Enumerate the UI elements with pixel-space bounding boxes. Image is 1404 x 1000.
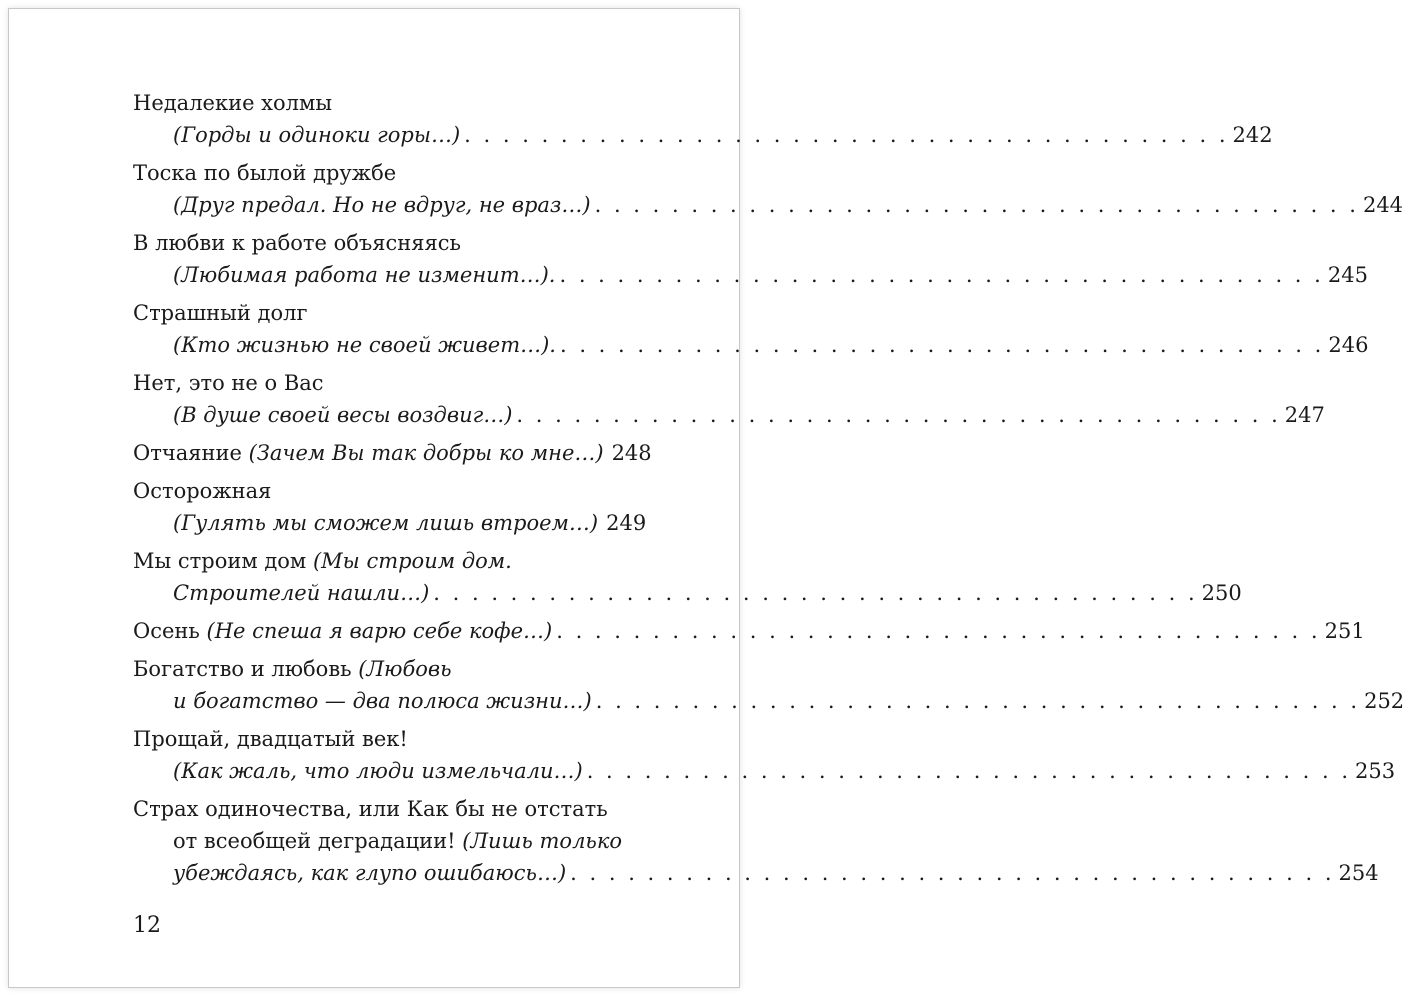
toc-entry-title-part: Страх одиночества, или Как бы не отстать	[133, 797, 608, 821]
toc-entry-page: 248	[611, 441, 652, 465]
dot-leader: . . . . . . . . . . . . . . . . . . . . . . . . . . . . . . . . . . . . . . . .	[464, 123, 1229, 147]
book-page	[8, 8, 1404, 988]
dot-leader: . . . . . . . . . . . . . . . . . . . . . . . . . . . . . . . . . . . . . . . .	[570, 861, 1335, 885]
toc-entry	[133, 367, 1325, 431]
dot-leader: . . . . . . . . . . . . . . . . . . . . . . . . . . . . . . . . . . . . . . . .	[516, 403, 1281, 427]
toc-entry-page: 246	[1328, 333, 1369, 357]
toc-entry-first-line-part: (Лишь только	[462, 829, 623, 853]
toc-entry-page: 249	[606, 511, 647, 535]
toc-entry-first-line: (Друг предал. Но не вдруг, не враз…)	[173, 193, 591, 217]
dot-leader: . . . . . . . . . . . . . . . . . . . . . . . . . . . . . . . . . . . . . . . .	[559, 333, 1325, 357]
toc-entry-first-line: (Зачем Вы так добры ко мне…)	[248, 441, 604, 465]
dot-leader: . . . . . . . . . . . . . . . . . . . . . . . . . . . . . . . . . . . . . . . .	[433, 581, 1198, 605]
dot-leader: . . . . . . . . . . . . . . . . . . . . . . . . . . . . . . . . . . . . . . . .	[594, 193, 1359, 217]
toc-entry	[133, 615, 1365, 647]
toc-entry-first-line: (Кто жизнью не своей живет…).	[173, 333, 556, 357]
toc-entry-page: 253	[1355, 759, 1396, 783]
toc-entry-page: 247	[1284, 403, 1325, 427]
toc-entry	[133, 227, 1368, 291]
toc-entry-page: 242	[1232, 123, 1273, 147]
toc-entry-title-part: от всеобщей деградации!	[173, 829, 456, 853]
toc-entry-title: Мы строим дом	[133, 549, 307, 573]
toc-entry-title: Осторожная	[133, 479, 272, 503]
toc-entry-title: Осень	[133, 619, 200, 643]
toc-entry-first-line: (Как жаль, что люди измельчали…)	[173, 759, 583, 783]
toc-entry-first-line-part: (Любовь	[358, 657, 452, 681]
toc-entry	[133, 87, 1273, 151]
toc-entry-first-line: (Горды и одиноки горы…)	[173, 123, 461, 147]
toc-entry	[133, 545, 1242, 609]
toc-entry-first-line: (В душе своей весы воздвиг…)	[173, 403, 513, 427]
toc-entry	[133, 475, 645, 539]
dot-leader: . . . . . . . . . . . . . . . . . . . . . . . . . . . . . . . . . . . . . . . .	[559, 263, 1324, 287]
toc-entry-page: 244	[1362, 193, 1404, 217]
dot-leader: . . . . . . . . . . . . . . . . . . . . . . . . . . . . . . . . . . . . . . . .	[595, 689, 1361, 713]
toc-entry-page: 250	[1201, 581, 1242, 605]
toc-entry	[133, 723, 1396, 787]
toc-entry-page: 251	[1324, 619, 1365, 643]
toc-entry	[133, 793, 1379, 889]
toc-entry-first-line-part: Строителей нашли…)	[173, 581, 430, 605]
toc-entry-first-line: (Гулять мы сможем лишь втроем…)	[173, 511, 599, 535]
toc-entry-title: Страшный долг	[133, 301, 308, 325]
toc-entry-title: Отчаяние	[133, 441, 242, 465]
toc-entry-title: Богатство и любовь	[133, 657, 352, 681]
table-of-contents	[133, 87, 1404, 895]
toc-entry-first-line: (Любимая работа не изменит…).	[173, 263, 556, 287]
toc-entry-title: Прощай, двадцатый век!	[133, 727, 408, 751]
toc-entry-first-line-part: убеждаясь, как глупо ошибаюсь…)	[173, 861, 567, 885]
toc-entry	[133, 297, 1369, 361]
page-number: 12	[133, 913, 161, 938]
toc-entry-page: 252	[1364, 689, 1404, 713]
toc-entry-title: Тоска по былой дружбе	[133, 161, 397, 185]
toc-entry-title: Недалекие холмы	[133, 91, 333, 115]
toc-entry	[133, 157, 1404, 221]
toc-entry-page: 254	[1338, 861, 1379, 885]
toc-entry-page: 245	[1327, 263, 1368, 287]
dot-leader: . . . . . . . . . . . . . . . . . . . . . . . . . . . . . . . . . . . . . . . .	[556, 619, 1321, 643]
toc-entry	[133, 437, 652, 469]
toc-entry-title: Нет, это не о Вас	[133, 371, 324, 395]
toc-entry-title: В любви к работе объясняясь	[133, 231, 461, 255]
toc-entry	[133, 653, 1404, 717]
toc-entry-first-line-part: (Мы строим дом.	[312, 549, 512, 573]
dot-leader: . . . . . . . . . . . . . . . . . . . . . . . . . . . . . . . . . . . . . . . .	[586, 759, 1352, 783]
toc-entry-first-line: (Не спеша я варю себе кофе…)	[206, 619, 553, 643]
toc-entry-first-line-part: и богатство — два полюса жизни…)	[173, 689, 592, 713]
